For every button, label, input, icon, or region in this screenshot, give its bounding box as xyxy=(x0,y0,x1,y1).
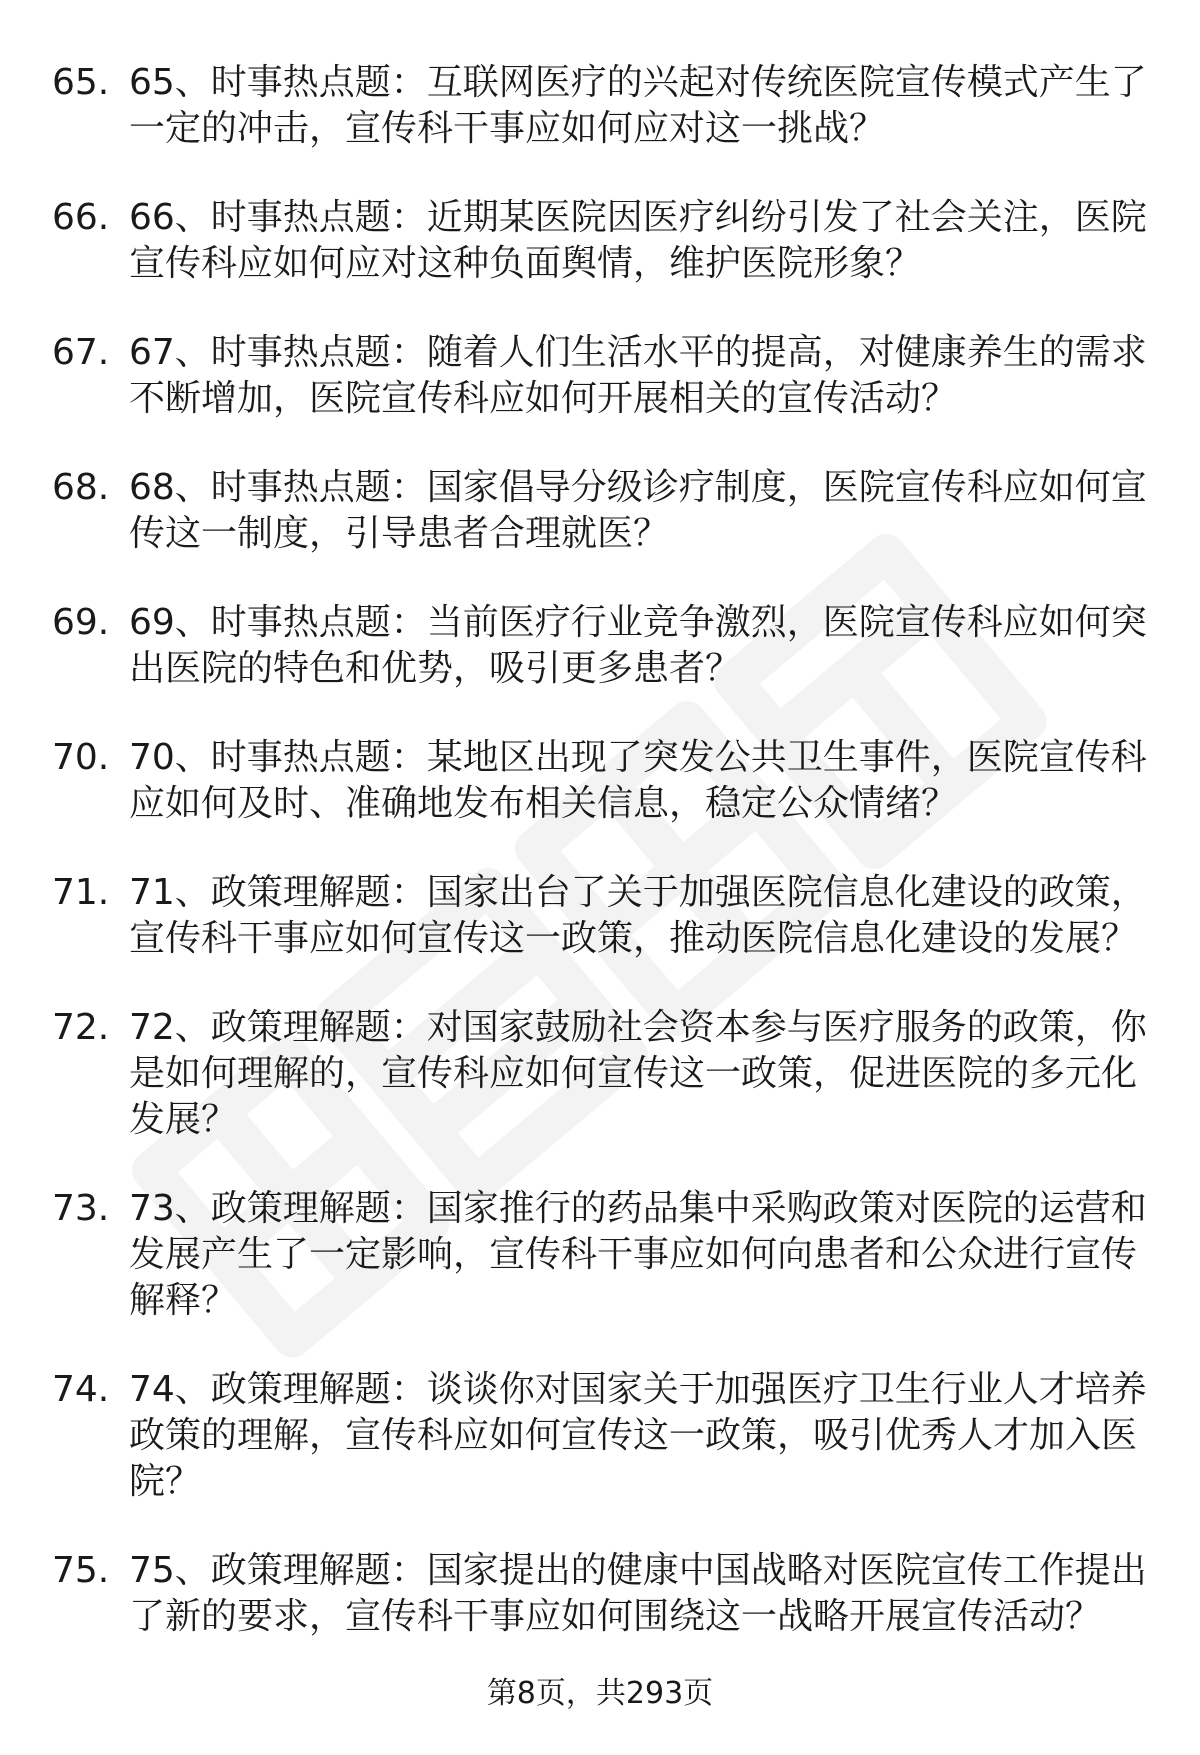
question-text: 70、时事热点题：某地区出现了突发公共卫生事件，医院宣传科应如何及时、准确地发布相关信息，稳定公众情绪？ xyxy=(129,737,1147,824)
question-number: 70. xyxy=(52,737,110,778)
page-footer: 第8页，共293页 xyxy=(486,1676,714,1711)
question-number: 73. xyxy=(52,1188,110,1229)
question-text: 73、政策理解题：国家推行的药品集中采购政策对医院的运营和发展产生了一定影响，宣传科干事应如何向患者和公众进行宣传解释？ xyxy=(129,1188,1147,1321)
question-text: 72、政策理解题：对国家鼓励社会资本参与医疗服务的政策，你是如何理解的，宣传科应如何宣传这一政策，促进医院的多元化发展？ xyxy=(129,1007,1147,1140)
question-number: 71. xyxy=(52,872,110,913)
list-item xyxy=(0,195,1200,287)
question-number: 68. xyxy=(52,467,110,508)
question-text: 71、政策理解题：国家出台了关于加强医院信息化建设的政策，宣传科干事应如何宣传这一政策，推动医院信息化建设的发展？ xyxy=(129,872,1147,959)
list-item xyxy=(0,1548,1200,1640)
question-text: 65、时事热点题：互联网医疗的兴起对传统医院宣传模式产生了一定的冲击，宣传科干事应如何应对这一挑战？ xyxy=(129,62,1147,149)
list-item xyxy=(0,600,1200,692)
question-number: 75. xyxy=(52,1550,110,1591)
question-text: 69、时事热点题：当前医疗行业竞争激烈，医院宣传科应如何突出医院的特色和优势，吸引更多患者？ xyxy=(129,602,1147,689)
question-text: 66、时事热点题：近期某医院因医疗纠纷引发了社会关注，医院宣传科应如何应对这种负面舆情，维护医院形象？ xyxy=(129,197,1147,284)
question-number: 69. xyxy=(52,602,110,643)
list-item xyxy=(0,60,1200,152)
question-number: 74. xyxy=(52,1369,110,1410)
question-text: 67、时事热点题：随着人们生活水平的提高，对健康养生的需求不断增加，医院宣传科应如何开展相关的宣传活动？ xyxy=(129,332,1147,419)
question-number: 67. xyxy=(52,332,110,373)
question-text: 74、政策理解题：谈谈你对国家关于加强医疗卫生行业人才培养政策的理解，宣传科应如何宣传这一政策，吸引优秀人才加入医院？ xyxy=(129,1369,1147,1502)
question-number: 72. xyxy=(52,1007,110,1048)
list-item xyxy=(0,735,1200,827)
list-item xyxy=(0,1186,1200,1324)
question-list xyxy=(0,60,1200,1640)
list-item xyxy=(0,1005,1200,1143)
question-text: 68、时事热点题：国家倡导分级诊疗制度，医院宣传科应如何宣传这一制度，引导患者合理就医？ xyxy=(129,467,1147,554)
list-item xyxy=(0,1367,1200,1505)
question-text: 75、政策理解题：国家提出的健康中国战略对医院宣传工作提出了新的要求，宣传科干事应如何围绕这一战略开展宣传活动？ xyxy=(129,1550,1147,1637)
question-number: 66. xyxy=(52,197,110,238)
list-item xyxy=(0,330,1200,422)
question-number: 65. xyxy=(52,62,110,103)
list-item xyxy=(0,870,1200,962)
list-item xyxy=(0,465,1200,557)
